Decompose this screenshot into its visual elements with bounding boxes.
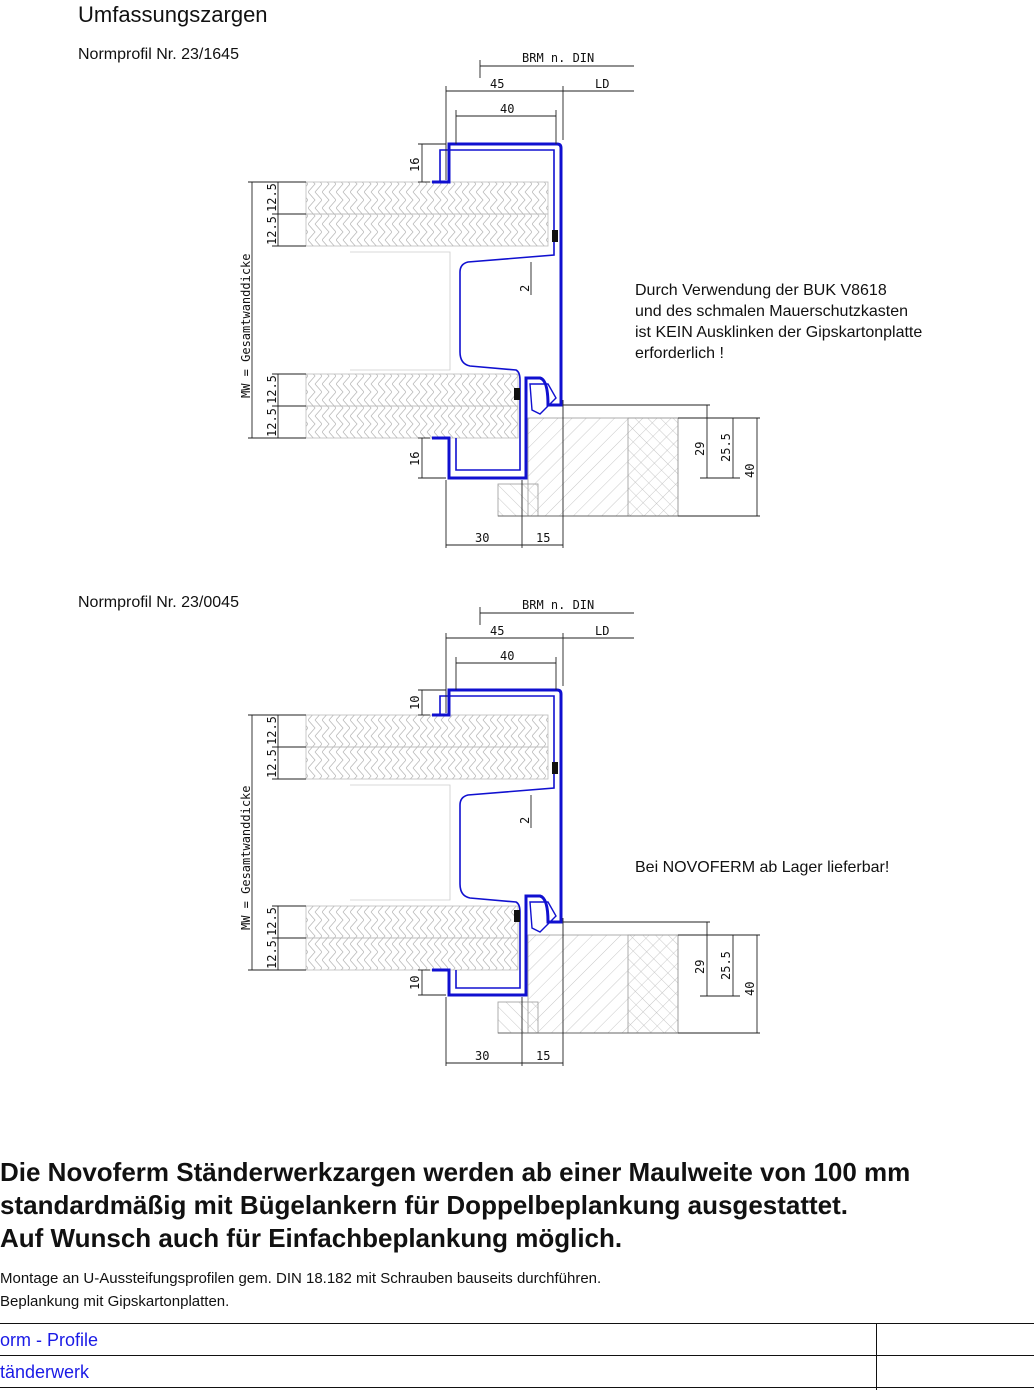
profile-label-1: Normprofil Nr. 23/1645 [78, 46, 239, 63]
dim-ld-2: LD [595, 624, 610, 638]
board-top-inner [306, 214, 548, 246]
page-title: Umfassungszargen [78, 2, 268, 27]
dim-45-2: 45 [490, 624, 505, 638]
dim-40b-2: 40 [743, 981, 757, 996]
table-rule [0, 1323, 1034, 1324]
dim-255-1: 25.5 [719, 433, 733, 462]
headline-line: Auf Wunsch auch für Einfachbeplankung möglich. [0, 1223, 623, 1253]
dim-board-d-1: 12.5 [265, 408, 279, 437]
dim-30-2: 30 [475, 1049, 490, 1063]
dim-gap-2: 2 [518, 816, 532, 824]
dim-30-1: 30 [475, 531, 490, 545]
dim-40-2: 40 [500, 649, 515, 663]
profile-label-2: Normprofil Nr. 23/0045 [78, 594, 239, 611]
note-profile-2: Bei NOVOFERM ab Lager lieferbar! [635, 859, 890, 876]
dim-40-1: 40 [500, 102, 515, 116]
dim-255-2: 25.5 [719, 951, 733, 980]
table-rule [0, 1387, 1034, 1388]
dim-flange-top-1: 16 [408, 157, 422, 172]
dim-board-c-1: 12.5 [265, 375, 279, 404]
board-bottom-outer [306, 406, 518, 438]
dim-board-b-2: 12.5 [265, 749, 279, 778]
dim-board-a-2: 12.5 [265, 716, 279, 745]
dim-mw-1: MW = Gesamtwanddicke [239, 253, 253, 398]
headline [0, 1156, 910, 1255]
headline-line: Die Novoferm Ständerwerkzargen werden ab einer Maulweite von 100 mm [0, 1157, 911, 1187]
dim-flange-bottom-2: 10 [408, 975, 422, 990]
note-profile-1 [635, 280, 922, 364]
profile-drawing-2 [239, 598, 760, 1066]
table-row[interactable]: tänderwerk [0, 1362, 90, 1382]
note-line: ist KEIN Ausklinken der Gipskartonplatte [635, 324, 923, 341]
dim-ld-1: LD [595, 77, 610, 91]
note-line: erforderlich ! [635, 345, 724, 362]
dim-board-d-2: 12.5 [265, 940, 279, 969]
instruction-line-1: Montage an U-Aussteifungsprofilen gem. DIN 18.182 mit Schrauben bauseits durchführen. [0, 1270, 602, 1287]
dim-brm-1: BRM n. DIN [522, 51, 595, 65]
title-block-table [0, 1323, 1034, 1390]
note-line: Durch Verwendung der BUK V8618 [635, 282, 887, 299]
dim-gap-1: 2 [518, 284, 532, 292]
dim-flange-top-2: 10 [408, 695, 422, 710]
dim-board-a-1: 12.5 [265, 183, 279, 212]
table-column-divider [876, 1323, 877, 1390]
note-line: und des schmalen Mauerschutzkasten [635, 303, 909, 320]
dim-29-2: 29 [693, 959, 707, 974]
board-bottom-inner [306, 374, 518, 406]
table-rule [0, 1355, 1034, 1356]
dim-15-2: 15 [536, 1049, 551, 1063]
dim-45-1: 45 [490, 77, 505, 91]
dim-29-1: 29 [693, 441, 707, 456]
dim-board-c-2: 12.5 [265, 907, 279, 936]
dim-board-b-1: 12.5 [265, 216, 279, 245]
dim-40b-1: 40 [743, 463, 757, 478]
dim-15-1: 15 [536, 531, 551, 545]
table-row[interactable]: orm - Profile [0, 1330, 99, 1350]
headline-line: standardmäßig mit Bügelankern für Doppelbeplankung ausgestattet. [0, 1190, 849, 1220]
dim-flange-bottom-1: 16 [408, 451, 422, 466]
board-top-outer [306, 182, 548, 214]
dim-brm-2: BRM n. DIN [522, 598, 595, 612]
instruction-line-2: Beplankung mit Gipskartonplatten. [0, 1293, 230, 1310]
dim-mw-2: MW = Gesamtwanddicke [239, 785, 253, 930]
